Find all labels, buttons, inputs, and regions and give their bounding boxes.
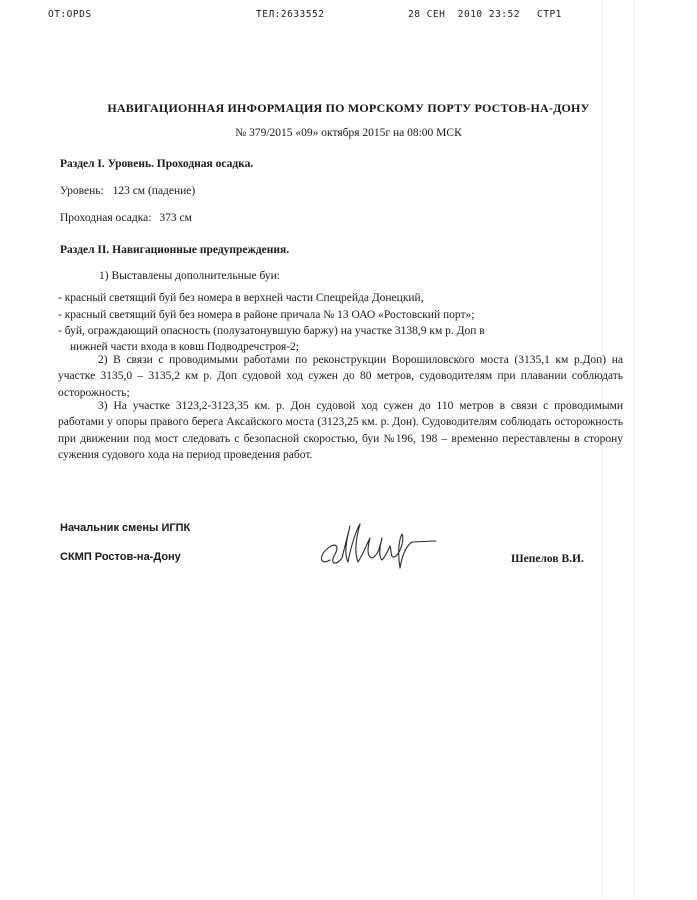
buoy-bullet-continuation: нижней части входа в ковш Подводречстроя-2; bbox=[70, 341, 299, 353]
section2-heading: Раздел II. Навигационные предупреждения. bbox=[60, 244, 290, 256]
warning3-text: 3) На участке 3123,2-3123,35 км. р. Дон судовой ход сужен до 110 метров в связи с проводимыми работами у опоры правого берега Аксайского моста (3123,25 км. р. Дон). Судоводителям соблюдать осторожность при движении под мост следовать с безопасной скоростью, буи №196, 198 – временно переставлены в сторону сужения судового хода на период проведения работ. bbox=[58, 400, 623, 461]
warning2-paragraph bbox=[58, 352, 623, 401]
fax-tel: ТЕЛ:2633552 bbox=[256, 9, 325, 20]
fax-from: OT:OPDS bbox=[48, 9, 92, 20]
fax-page: СТР1 bbox=[537, 9, 562, 20]
warning3-paragraph bbox=[58, 398, 623, 463]
level-value: 123 см (падение) bbox=[112, 185, 196, 197]
section1-heading: Раздел I. Уровень. Проходная осадка. bbox=[60, 158, 254, 170]
buoy-bullet: - буй, ограждающий опасность (полузатонувшую баржу) на участке 3138,9 км р. Доп в bbox=[58, 325, 485, 337]
document-subtitle: № 379/2015 «09» октября 2015г на 08:00 МСК bbox=[235, 127, 462, 139]
handwritten-signature bbox=[316, 516, 442, 576]
depth-label: Проходная осадка: bbox=[60, 212, 152, 224]
warning1-intro: 1) Выставлены дополнительные буи: bbox=[99, 270, 280, 282]
depth-value: 373 см bbox=[159, 212, 192, 224]
signatory-name: Шепелов В.И. bbox=[511, 553, 584, 565]
level-row bbox=[60, 185, 195, 197]
warning2-text: 2) В связи с проводимыми работами по реконструкции Ворошиловского моста (3135,1 км р.Доп) на участке 3135,0 – 3135,2 км р. Доп судовой ход сужен до 80 метров, судоводителям при плавании соблюдать осторожность; bbox=[58, 354, 623, 399]
buoy-bullet: - красный светящий буй без номера в районе причала № 13 ОАО «Ростовский порт»; bbox=[58, 309, 475, 321]
buoy-bullet: - красный светящий буй без номера в верхней части Спецрейда Донецкий, bbox=[58, 292, 424, 304]
level-label: Уровень: bbox=[60, 185, 104, 197]
fax-datetime: 28 СЕН 2010 23:52 bbox=[408, 9, 520, 20]
fax-header bbox=[0, 9, 697, 23]
document-title: НАВИГАЦИОННАЯ ИНФОРМАЦИЯ ПО МОРСКОМУ ПОРТУ РОСТОВ-НА-ДОНУ bbox=[107, 101, 590, 115]
signatory-organization: СКМП Ростов-на-Дону bbox=[60, 551, 181, 563]
signatory-position: Начальник смены ИГПК bbox=[60, 522, 191, 534]
depth-row bbox=[60, 212, 192, 224]
